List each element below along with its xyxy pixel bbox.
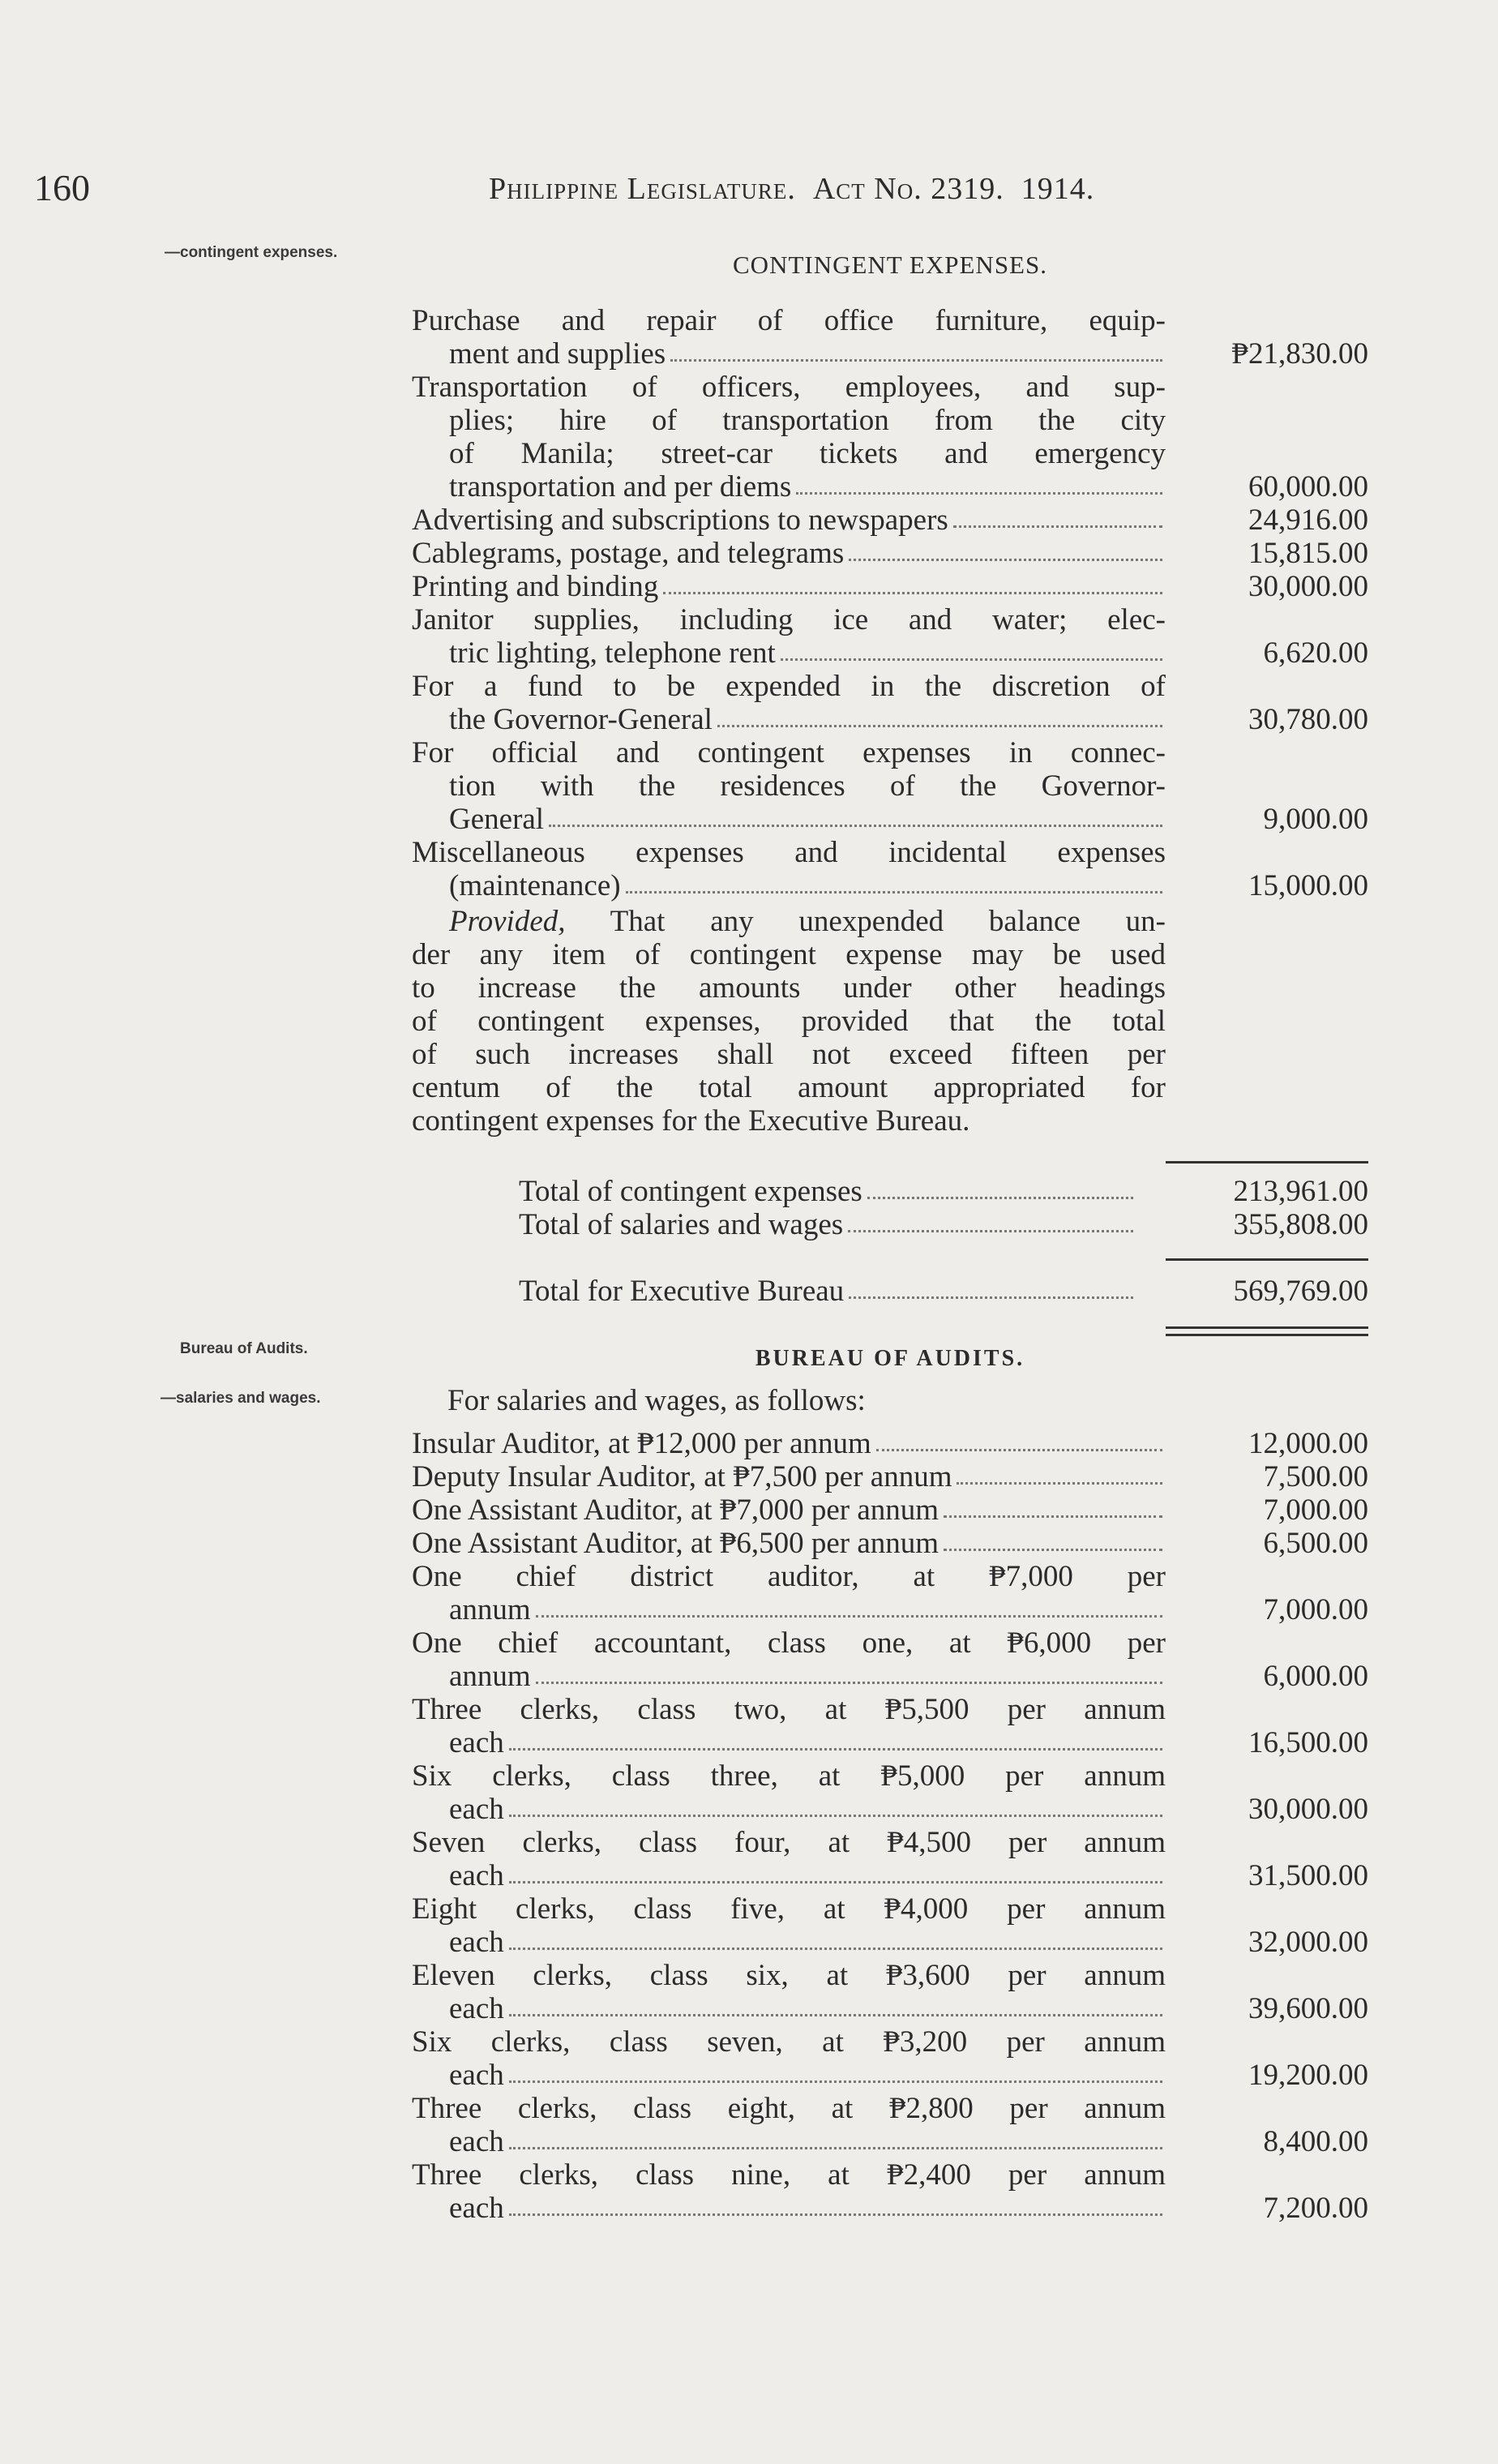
- entry-amount: 15,000.00: [1248, 869, 1368, 902]
- audits-entry: [412, 1626, 1368, 1693]
- contingent-entry: [412, 504, 1368, 537]
- entry-description: [412, 304, 1166, 371]
- entry-amount: 7,500.00: [1263, 1460, 1368, 1493]
- entry-description: [412, 2158, 1166, 2225]
- entry-line-text: Cablegrams, postage, and telegrams: [412, 537, 845, 570]
- audits-intro: For salaries and wages, as follows:: [447, 1384, 866, 1417]
- entry-line: [412, 1493, 1166, 1527]
- entry-amount: 31,500.00: [1248, 1859, 1368, 1892]
- page-number: 160: [34, 167, 90, 208]
- entry-description: [412, 1959, 1166, 2025]
- leader-dots: [849, 537, 1162, 561]
- entry-description: [412, 1493, 1166, 1527]
- entry-line-text: annum: [449, 1660, 531, 1693]
- proviso-line: contingent expenses for the Executive Bureau.: [412, 1104, 970, 1138]
- entry-line: [412, 2125, 1166, 2158]
- proviso-italic: Provided,: [449, 905, 566, 938]
- entry-amount: 19,200.00: [1248, 2059, 1368, 2092]
- leader-dots: [509, 2192, 1162, 2216]
- entry-line: [412, 869, 1166, 902]
- proviso-line: der any item of contingent expense may be used: [412, 938, 1166, 971]
- audits-entry: [412, 1527, 1368, 1560]
- entry-line: [412, 570, 1166, 603]
- entry-line: [412, 1859, 1166, 1892]
- entry-line-text: each: [449, 2059, 504, 2092]
- entry-amount: 9,000.00: [1263, 803, 1368, 836]
- contingent-entry: [412, 537, 1368, 570]
- leader-dots: [509, 1992, 1162, 2016]
- entry-line: Three clerks, class eight, at ₱2,800 per annum: [412, 2092, 1166, 2125]
- entry-line-text: each: [449, 1992, 504, 2025]
- entry-line: [412, 803, 1166, 836]
- audits-entry: [412, 2158, 1368, 2225]
- leader-dots: [867, 1175, 1133, 1199]
- running-title-legislature: Philippine Legislature.: [489, 172, 796, 206]
- entry-line: One chief district auditor, at ₱7,000 per: [412, 1560, 1166, 1593]
- entry-line: [412, 2192, 1166, 2225]
- leader-dots: [509, 1926, 1162, 1950]
- entry-line-text: transportation and per diems: [449, 470, 792, 504]
- entry-line: Miscellaneous expenses and incidental expenses: [412, 836, 1166, 869]
- total-contingent-row: [519, 1175, 1368, 1208]
- entry-line: Janitor supplies, including ice and water; elec-: [412, 603, 1166, 636]
- entry-line-text: General: [449, 803, 545, 836]
- leader-dots: [626, 869, 1162, 893]
- entry-amount: ₱21,830.00: [1231, 337, 1368, 371]
- audits-entry: [412, 1959, 1368, 2025]
- running-title-act-number: 2319.: [931, 172, 1004, 206]
- total-salaries-row: [519, 1208, 1368, 1241]
- entry-description: [412, 603, 1166, 670]
- entry-line-text: One Assistant Auditor, at ₱6,500 per annum: [412, 1527, 939, 1560]
- leader-dots: [509, 2125, 1162, 2149]
- grand-total-label: Total for Executive Bureau: [519, 1275, 845, 1308]
- entry-line: Six clerks, class three, at ₱5,000 per annum: [412, 1759, 1166, 1793]
- leader-dots: [849, 1275, 1133, 1299]
- leader-dots: [944, 1527, 1162, 1551]
- contingent-entry: [412, 304, 1368, 371]
- audits-entry: [412, 2092, 1368, 2158]
- audits-heading: BUREAU OF AUDITS.: [755, 1346, 1025, 1371]
- contingent-entry: [412, 836, 1368, 902]
- entry-line: One chief accountant, class one, at ₱6,000 per: [412, 1626, 1166, 1660]
- entry-line-text: Deputy Insular Auditor, at ₱7,500 per annum: [412, 1460, 952, 1493]
- entry-line: [412, 337, 1166, 371]
- audits-entry: [412, 1460, 1368, 1493]
- margin-note-salaries: —salaries and wages.: [160, 1390, 321, 1407]
- entry-amount: 30,000.00: [1248, 1793, 1368, 1826]
- entry-line: [412, 1926, 1166, 1959]
- entry-line-text: annum: [449, 1593, 531, 1626]
- entry-line: [412, 1660, 1166, 1693]
- audits-entry: [412, 1693, 1368, 1759]
- margin-note-bureau-of-audits: Bureau of Audits.: [180, 1340, 308, 1357]
- entry-line: For official and contingent expenses in connec-: [412, 736, 1166, 769]
- leader-dots: [670, 337, 1162, 362]
- grand-total-amount: 569,769.00: [1233, 1275, 1368, 1308]
- proviso-line: centum of the total amount appropriated for: [412, 1071, 1166, 1104]
- entry-line: Three clerks, class two, at ₱5,500 per annum: [412, 1693, 1166, 1726]
- audits-entry: [412, 1427, 1368, 1460]
- entry-line: [412, 636, 1166, 670]
- entry-description: [412, 1427, 1166, 1460]
- total-amount: 355,808.00: [1233, 1208, 1368, 1241]
- entry-line: [412, 1460, 1166, 1493]
- entry-line-text: (maintenance): [449, 869, 621, 902]
- entry-line: [412, 537, 1166, 570]
- leader-dots: [781, 636, 1162, 661]
- leader-dots: [944, 1493, 1162, 1518]
- entry-line-text: each: [449, 2192, 504, 2225]
- entry-line: [412, 703, 1166, 736]
- entry-line: [412, 470, 1166, 504]
- entry-description: [412, 504, 1166, 537]
- entry-line: Transportation of officers, employees, and sup-: [412, 371, 1166, 404]
- audits-entry: [412, 1560, 1368, 1626]
- leader-dots: [536, 1660, 1162, 1684]
- entry-line: [412, 1593, 1166, 1626]
- entry-amount: 12,000.00: [1248, 1427, 1368, 1460]
- entry-line-text: Insular Auditor, at ₱12,000 per annum: [412, 1427, 871, 1460]
- entry-amount: 30,780.00: [1248, 703, 1368, 736]
- entry-amount: 30,000.00: [1248, 570, 1368, 603]
- entry-description: [412, 2025, 1166, 2092]
- entry-line-text: Printing and binding: [412, 570, 659, 603]
- entry-amount: 6,500.00: [1263, 1527, 1368, 1560]
- entry-line-text: each: [449, 2125, 504, 2158]
- leader-dots: [953, 504, 1162, 528]
- entry-amount: 39,600.00: [1248, 1992, 1368, 2025]
- total-label: Total of salaries and wages: [519, 1208, 844, 1241]
- proviso-line: of contingent expenses, provided that the total: [412, 1005, 1166, 1038]
- entry-description: [412, 1527, 1166, 1560]
- leader-dots: [848, 1208, 1133, 1232]
- grand-total-row: [519, 1275, 1368, 1308]
- entry-line: Purchase and repair of office furniture, equip-: [412, 304, 1166, 337]
- entry-line: plies; hire of transportation from the city: [449, 404, 1166, 437]
- proviso-line: Provided, That any unexpended balance un-: [449, 905, 1166, 938]
- leader-dots: [663, 570, 1162, 594]
- entry-amount: 6,620.00: [1263, 636, 1368, 670]
- leader-dots: [536, 1593, 1162, 1618]
- entry-description: [412, 537, 1166, 570]
- entry-line: [412, 2059, 1166, 2092]
- entry-amount: 8,400.00: [1263, 2125, 1368, 2158]
- entry-description: [412, 836, 1166, 902]
- entry-line: tion with the residences of the Governor-: [449, 769, 1166, 803]
- entry-line-text: the Governor-General: [449, 703, 713, 736]
- leader-dots: [717, 703, 1162, 727]
- leader-dots: [509, 2059, 1162, 2083]
- running-title-act: Act No.: [812, 172, 922, 206]
- total-label: Total of contingent expenses: [519, 1175, 862, 1208]
- entry-description: [412, 1560, 1166, 1626]
- entry-description: [412, 1892, 1166, 1959]
- entry-amount: 15,815.00: [1248, 537, 1368, 570]
- entry-line-text: each: [449, 1793, 504, 1826]
- contingent-entry: [412, 603, 1368, 670]
- leader-dots: [509, 1726, 1162, 1751]
- proviso-line: to increase the amounts under other headings: [412, 971, 1166, 1005]
- double-rule-line-1: [1166, 1326, 1368, 1329]
- audits-entry: [412, 2025, 1368, 2092]
- entry-line: Three clerks, class nine, at ₱2,400 per annum: [412, 2158, 1166, 2192]
- entry-line: [412, 1527, 1166, 1560]
- entry-amount: 24,916.00: [1248, 504, 1368, 537]
- audits-entry: [412, 1493, 1368, 1527]
- proviso-line: of such increases shall not exceed fifteen per: [412, 1038, 1166, 1071]
- contingent-entry: [412, 371, 1368, 504]
- contingent-entry: [412, 736, 1368, 836]
- total-rule-top: [1166, 1161, 1368, 1163]
- total-amount: 213,961.00: [1233, 1175, 1368, 1208]
- entry-description: [412, 1626, 1166, 1693]
- entry-line: Six clerks, class seven, at ₱3,200 per annum: [412, 2025, 1166, 2059]
- audits-entry: [412, 1826, 1368, 1892]
- entry-amount: 6,000.00: [1263, 1660, 1368, 1693]
- contingent-entry: [412, 670, 1368, 736]
- contingent-entry: [412, 570, 1368, 603]
- entry-line: Seven clerks, class four, at ₱4,500 per annum: [412, 1826, 1166, 1859]
- entry-line-text: One Assistant Auditor, at ₱7,000 per annum: [412, 1493, 939, 1527]
- entry-description: [412, 1693, 1166, 1759]
- entry-line: Eleven clerks, class six, at ₱3,600 per annum: [412, 1959, 1166, 1992]
- total-rule-middle: [1166, 1258, 1368, 1261]
- entry-amount: 16,500.00: [1248, 1726, 1368, 1759]
- entry-line-text: tric lighting, telephone rent: [449, 636, 776, 670]
- entry-line-text: each: [449, 1859, 504, 1892]
- leader-dots: [549, 803, 1162, 827]
- entry-description: [412, 570, 1166, 603]
- entry-description: [412, 1460, 1166, 1493]
- leader-dots: [876, 1427, 1162, 1451]
- entry-line: [412, 1793, 1166, 1826]
- running-title-year: 1914.: [1021, 172, 1095, 206]
- entry-line-text: each: [449, 1726, 504, 1759]
- entry-amount: 32,000.00: [1248, 1926, 1368, 1959]
- margin-note-contingent: —contingent expenses.: [165, 244, 338, 261]
- proviso: [412, 905, 1166, 1138]
- entry-description: [412, 1759, 1166, 1826]
- double-rule-line-2: [1166, 1334, 1368, 1336]
- entry-line: For a fund to be expended in the discretion of: [412, 670, 1166, 703]
- leader-dots: [796, 470, 1162, 495]
- entry-line-text: ment and supplies: [449, 337, 666, 371]
- leader-dots: [509, 1859, 1162, 1883]
- audits-entry: [412, 1759, 1368, 1826]
- entry-line: [412, 1992, 1166, 2025]
- entry-description: [412, 371, 1166, 504]
- entry-amount: 7,000.00: [1263, 1493, 1368, 1527]
- entry-amount: 60,000.00: [1248, 470, 1368, 504]
- entry-description: [412, 2092, 1166, 2158]
- entry-line: [412, 504, 1166, 537]
- contingent-heading: CONTINGENT EXPENSES.: [733, 251, 1047, 279]
- entry-line: of Manila; street-car tickets and emergency: [449, 437, 1166, 470]
- entry-amount: 7,200.00: [1263, 2192, 1368, 2225]
- audits-entry: [412, 1892, 1368, 1959]
- entry-line-text: Advertising and subscriptions to newspapers: [412, 504, 948, 537]
- leader-dots: [957, 1460, 1162, 1485]
- entry-line: [412, 1726, 1166, 1759]
- entry-description: [412, 1826, 1166, 1892]
- entry-line: [412, 1427, 1166, 1460]
- entry-description: [412, 670, 1166, 736]
- running-title: [489, 171, 1094, 207]
- leader-dots: [509, 1793, 1162, 1817]
- entry-line: Eight clerks, class five, at ₱4,000 per annum: [412, 1892, 1166, 1926]
- entry-line-text: each: [449, 1926, 504, 1959]
- entry-amount: 7,000.00: [1263, 1593, 1368, 1626]
- entry-description: [412, 736, 1166, 836]
